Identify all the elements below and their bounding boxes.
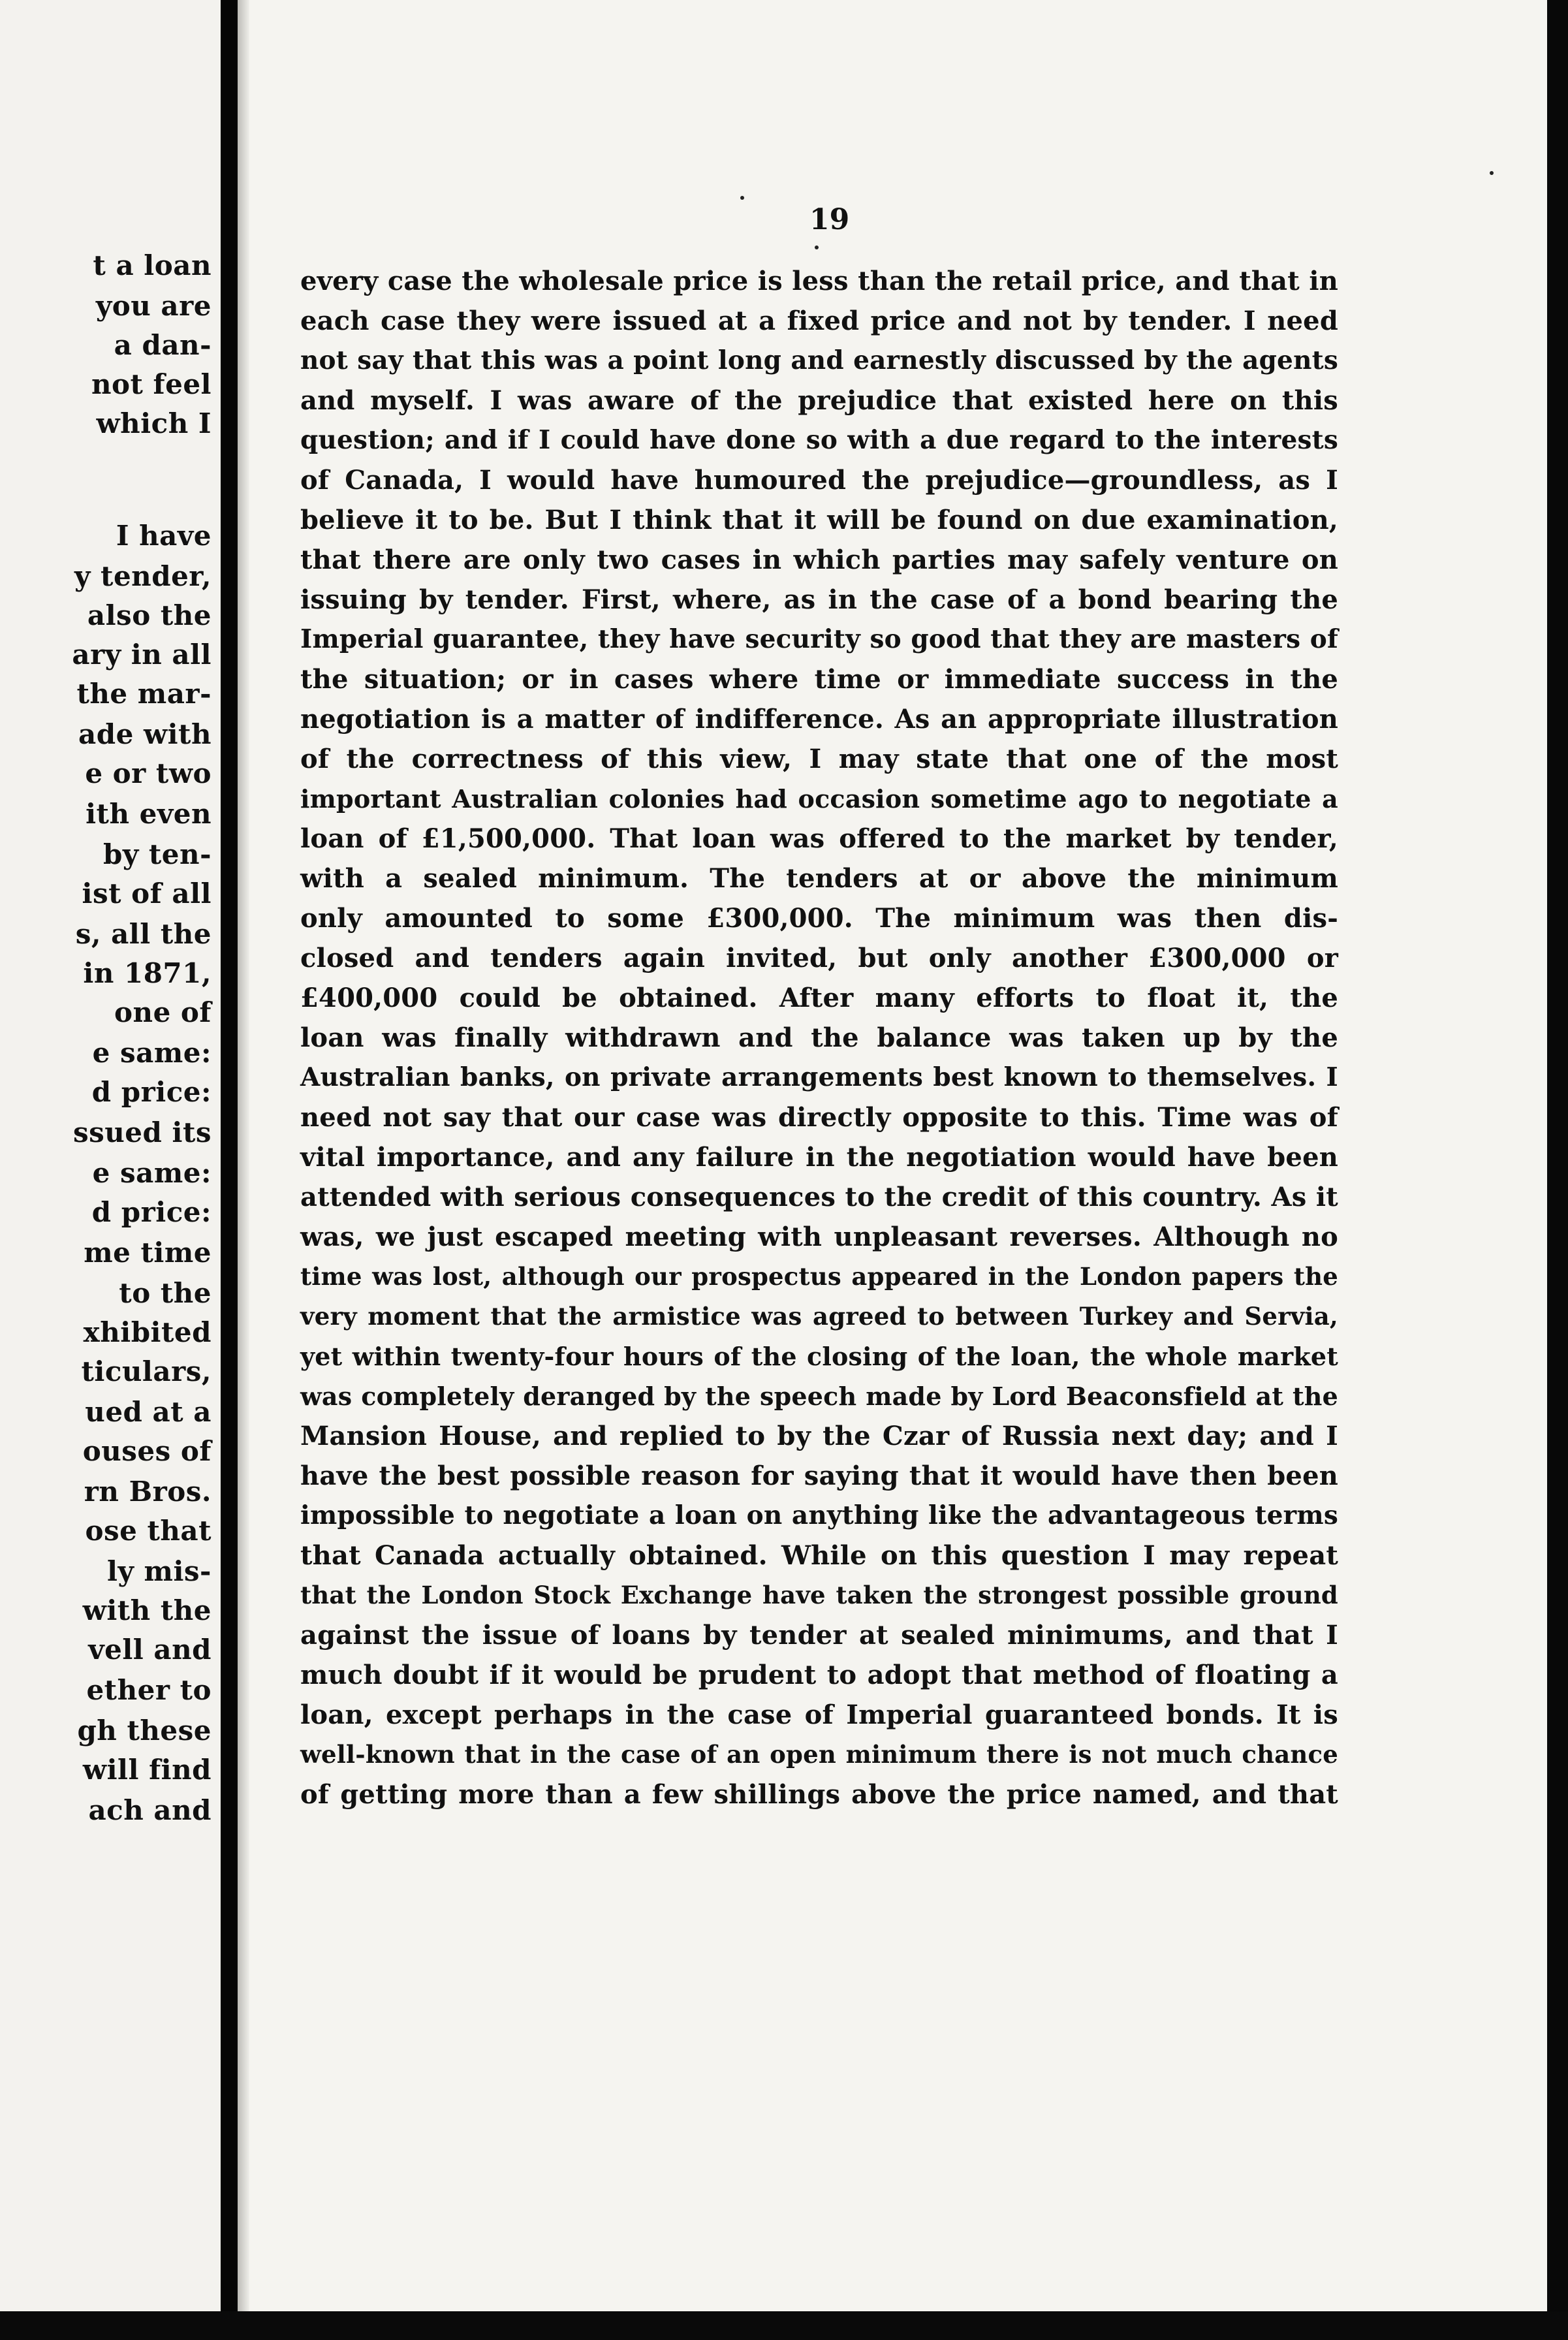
text-line: need not say that our case was directly opposite to this. Time was of [300, 1102, 1338, 1133]
text-line: not say that this was a point long and earnestly discussed by the agents [300, 345, 1338, 375]
left-page-text-fragment: ticulars, [81, 1355, 212, 1387]
left-page-text-fragment: e or two [85, 757, 212, 789]
left-page-text-fragment: which I [96, 407, 212, 439]
text-line: Australian banks, on private arrangements best known to themselves. I [300, 1062, 1338, 1092]
left-page-text-fragment: e same: [92, 1157, 212, 1189]
text-line: loan was finally withdrawn and the balance was taken up by the [300, 1022, 1338, 1053]
page-number: 19 [809, 203, 850, 236]
text-line: time was lost, although our prospectus appeared in the London papers the [300, 1262, 1338, 1291]
left-page-text-fragment: one of [114, 996, 212, 1028]
left-page-text-fragment: a dan- [114, 329, 212, 361]
left-page-text-fragment: ade with [78, 718, 212, 750]
left-page-text-fragment: s, all the [75, 918, 212, 950]
left-page-text-fragment: vell and [88, 1634, 212, 1666]
text-line: that Canada actually obtained. While on this question I may repeat [300, 1540, 1338, 1571]
text-line: important Australian colonies had occasion sometime ago to negotiate a [300, 784, 1338, 814]
left-page-text-fragment: d price: [91, 1076, 212, 1108]
text-line: well-known that in the case of an open minimum there is not much chance [300, 1740, 1338, 1769]
left-page-text-fragment: ith even [86, 798, 212, 830]
text-line: have the best possible reason for saying that it would have then been [300, 1461, 1338, 1491]
text-line: of getting more than a few shillings above the price named, and that [300, 1779, 1338, 1810]
text-line: Imperial guarantee, they have security so good that they are masters of [300, 624, 1338, 654]
text-line: that the London Stock Exchange have taken the strongest possible ground [300, 1581, 1338, 1609]
scan-edge-right [1547, 0, 1568, 2340]
text-line: only amounted to some £300,000. The minimum was then dis- [300, 903, 1338, 934]
left-page-text-fragment: t a loan [93, 249, 212, 281]
left-page-text-fragment: d price: [91, 1196, 212, 1228]
left-page-text-fragment: ach and [88, 1794, 212, 1826]
left-page-text-fragment: ouses of [82, 1435, 212, 1467]
left-page-text-fragment: not feel [91, 368, 212, 400]
text-line: with a sealed minimum. The tenders at or above the minimum [300, 863, 1338, 894]
text-line: loan of £1,500,000. That loan was offered to the market by tender, [300, 823, 1338, 854]
printing-speck [740, 196, 744, 200]
text-line: of Canada, I would have humoured the prejudice—groundless, as I [300, 465, 1338, 496]
text-line: the situation; or in cases where time or immediate success in the [300, 664, 1338, 695]
text-line: was completely deranged by the speech made by Lord Beaconsfield at the [300, 1382, 1338, 1411]
text-line: attended with serious consequences to the credit of this country. As it [300, 1182, 1338, 1212]
printing-speck [1490, 171, 1494, 175]
left-page-text-fragment: ist of all [82, 878, 212, 909]
left-page-text-fragment: also the [87, 599, 212, 631]
text-line: and myself. I was aware of the prejudice that existed here on this [300, 385, 1338, 416]
left-page-text-fragment: the mar- [76, 678, 212, 710]
text-line: every case the wholesale price is less than the retail price, and that in [300, 266, 1338, 296]
text-line: negotiation is a matter of indifference. As an appropriate illustration [300, 704, 1338, 735]
left-page-text-fragment: will find [82, 1754, 212, 1786]
text-line: against the issue of loans by tender at sealed minimums, and that I [300, 1620, 1338, 1651]
text-line: question; and if I could have done so with a due regard to the interests [300, 425, 1338, 455]
scan-edge-bottom [0, 2311, 1568, 2340]
left-page-text-fragment: you are [95, 290, 212, 322]
book-binding [221, 0, 238, 2340]
left-page-text-fragment: in 1871, [83, 957, 212, 989]
left-page-text-fragment: y tender, [74, 560, 212, 592]
text-line: much doubt if it would be prudent to adopt that method of floating a [300, 1660, 1338, 1690]
left-page-text-fragment: ssued its [72, 1116, 212, 1148]
text-line: that there are only two cases in which parties may safely venture on [300, 545, 1338, 575]
text-line: of the correctness of this view, I may state that one of the most [300, 744, 1338, 774]
text-line: vital importance, and any failure in the negotiation would have been [300, 1142, 1338, 1173]
left-page-text-fragment: ary in all [72, 639, 212, 671]
text-line: very moment that the armistice was agreed to between Turkey and Servia, [300, 1302, 1338, 1331]
text-line: closed and tenders again invited, but only another £300,000 or [300, 943, 1338, 973]
left-page-text-fragment: me time [84, 1237, 212, 1269]
text-line: believe it to be. But I think that it will be found on due examination, [300, 505, 1338, 535]
left-page-text-fragment: by ten- [103, 838, 212, 870]
left-page-text-fragment: ether to [86, 1674, 212, 1706]
left-page-text-fragment: ly mis- [107, 1555, 212, 1587]
left-page-text-fragment: e same: [92, 1037, 212, 1069]
text-line: loan, except perhaps in the case of Imperial guaranteed bonds. It is [300, 1700, 1338, 1730]
page-gutter-shadow [238, 0, 249, 2340]
text-line: issuing by tender. First, where, as in the case of a bond bearing the [300, 584, 1338, 615]
left-page-text-fragment: gh these [77, 1715, 212, 1747]
text-line: £400,000 could be obtained. After many efforts to float it, the [300, 983, 1338, 1013]
body-text [300, 261, 1338, 1814]
text-line: Mansion House, and replied to by the Czar of Russia next day; and I [300, 1421, 1338, 1451]
left-page-text-fragment: to the [119, 1277, 212, 1309]
left-page-text-fragment: xhibited [83, 1316, 212, 1348]
left-page-text-fragment: rn Bros. [84, 1476, 212, 1508]
text-line: impossible to negotiate a loan on anything like the advantageous terms [300, 1500, 1338, 1530]
text-line: yet within twenty-four hours of the closing of the loan, the whole market [300, 1342, 1338, 1371]
left-page-text-fragment: ued at a [85, 1396, 212, 1428]
text-line: was, we just escaped meeting with unpleasant reverses. Although no [300, 1222, 1338, 1252]
text-line: each case they were issued at a fixed price and not by tender. I need [300, 306, 1338, 336]
printing-speck [815, 245, 819, 249]
left-page-text-fragment: with the [82, 1594, 212, 1626]
left-page-text-fragment: I have [116, 520, 212, 552]
left-page-text-fragment: ose that [85, 1515, 212, 1547]
previous-page-fragment [0, 0, 221, 2340]
